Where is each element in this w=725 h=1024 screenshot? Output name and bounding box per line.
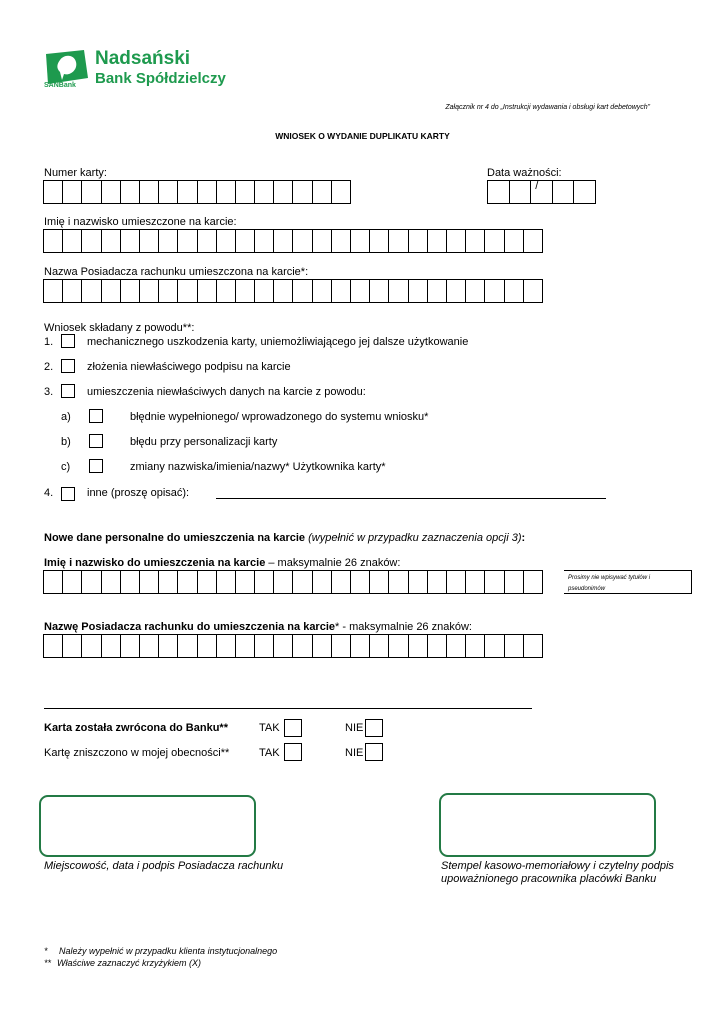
footnote-2-mark: ** xyxy=(44,958,52,968)
char-cell[interactable] xyxy=(351,634,370,658)
char-cell[interactable] xyxy=(82,229,101,253)
annex-note: Załącznik nr 4 do „Instrukcji wydawania i obsługi kart debetowych” xyxy=(445,104,650,111)
char-cell[interactable] xyxy=(44,180,63,204)
char-cell[interactable] xyxy=(63,634,82,658)
reason-3-number: 3. xyxy=(44,386,54,398)
char-cell[interactable] xyxy=(313,279,332,303)
char-cell[interactable] xyxy=(370,570,389,594)
char-cell[interactable] xyxy=(217,229,236,253)
char-cell[interactable] xyxy=(102,229,121,253)
card-returned-yes-label: TAK xyxy=(259,722,280,734)
char-cell[interactable] xyxy=(198,229,217,253)
char-cell[interactable] xyxy=(409,634,428,658)
char-cell[interactable] xyxy=(82,180,101,204)
char-cell[interactable] xyxy=(505,634,524,658)
reason-3a-letter: a) xyxy=(61,411,71,423)
char-cell[interactable] xyxy=(524,634,543,658)
char-cell[interactable] xyxy=(63,229,82,253)
char-cell[interactable] xyxy=(82,634,101,658)
char-cell[interactable] xyxy=(274,229,293,253)
expiry-separator: / xyxy=(535,180,539,192)
char-cell[interactable] xyxy=(313,570,332,594)
char-cell[interactable] xyxy=(121,570,140,594)
expiry-field[interactable] xyxy=(487,180,596,204)
reason-3b-letter: b) xyxy=(61,436,71,448)
char-cell[interactable] xyxy=(178,570,197,594)
card-returned-no-label: NIE xyxy=(345,722,364,734)
char-cell[interactable] xyxy=(102,570,121,594)
char-cell[interactable] xyxy=(447,279,466,303)
card-number-field[interactable] xyxy=(43,180,351,204)
char-cell[interactable] xyxy=(82,570,101,594)
card-destroyed-label: Kartę zniszczono w mojej obecności** xyxy=(44,747,230,759)
reasons-intro: Wniosek składany z powodu**: xyxy=(44,322,195,334)
char-cell[interactable] xyxy=(370,279,389,303)
bank-stamp-caption-2: upoważnionego pracownika placówki Banku xyxy=(441,873,657,885)
char-cell[interactable] xyxy=(466,634,485,658)
char-cell[interactable] xyxy=(159,279,178,303)
char-cell[interactable] xyxy=(505,229,524,253)
char-cell[interactable] xyxy=(140,229,159,253)
char-cell[interactable] xyxy=(332,229,351,253)
char-cell[interactable] xyxy=(102,634,121,658)
char-cell[interactable] xyxy=(524,570,543,594)
holder-field[interactable] xyxy=(43,279,543,303)
reason-3b-text: błędu przy personalizacji karty xyxy=(130,436,278,448)
card-destroyed-yes-checkbox[interactable] xyxy=(284,743,302,761)
bank-short-name: SANBank xyxy=(44,82,76,89)
card-destroyed-no-checkbox[interactable] xyxy=(365,743,383,761)
char-cell[interactable] xyxy=(44,229,63,253)
expiry-label: Data ważności: xyxy=(487,167,562,179)
reason-3c-text: zmiany nazwiska/imienia/nazwy* Użytkownika karty* xyxy=(130,461,386,473)
holder-label: Nazwa Posiadacza rachunku umieszczona na karcie*: xyxy=(44,266,309,278)
char-cell[interactable] xyxy=(255,634,274,658)
char-cell[interactable] xyxy=(409,229,428,253)
char-cell[interactable] xyxy=(332,279,351,303)
char-cell[interactable] xyxy=(236,570,255,594)
char-cell[interactable] xyxy=(159,634,178,658)
account-holder-signature-caption: Miejscowość, data i podpis Posiadacza rachunku xyxy=(44,860,284,872)
reason-3c-letter: c) xyxy=(61,461,71,473)
char-cell[interactable] xyxy=(524,279,543,303)
card-destroyed-yes-label: TAK xyxy=(259,747,280,759)
char-cell[interactable] xyxy=(293,180,312,204)
separator-line xyxy=(44,708,532,709)
new-data-heading: Nowe dane personalne do umieszczenia na karcie (wypełnić w przypadku zaznaczenia opcji 3): xyxy=(44,532,526,544)
reason-2-checkbox[interactable] xyxy=(61,359,75,373)
char-cell[interactable] xyxy=(485,279,504,303)
char-cell[interactable] xyxy=(198,180,217,204)
char-cell[interactable] xyxy=(409,570,428,594)
char-cell[interactable] xyxy=(389,279,408,303)
footnote-1-text: Należy wypełnić w przypadku klienta instytucjonalnego xyxy=(59,946,278,956)
char-cell[interactable] xyxy=(332,570,351,594)
char-cell[interactable] xyxy=(140,279,159,303)
char-cell[interactable] xyxy=(140,634,159,658)
char-cell[interactable] xyxy=(447,634,466,658)
char-cell[interactable] xyxy=(370,634,389,658)
char-cell[interactable] xyxy=(428,570,447,594)
char-cell[interactable] xyxy=(389,229,408,253)
char-cell[interactable] xyxy=(178,229,197,253)
reason-4-input-line[interactable] xyxy=(216,498,606,499)
new-name-label: Imię i nazwisko do umieszczenia na karcie – maksymalnie 26 znaków: xyxy=(44,557,401,569)
new-holder-label: Nazwę Posiadacza rachunku do umieszczenia na karcie* - maksymalnie 26 znaków: xyxy=(44,621,472,633)
char-cell[interactable] xyxy=(217,570,236,594)
char-cell[interactable] xyxy=(63,279,82,303)
char-cell[interactable] xyxy=(274,634,293,658)
reason-4-number: 4. xyxy=(44,487,54,499)
char-cell[interactable] xyxy=(44,570,63,594)
reason-3a-checkbox[interactable] xyxy=(89,409,103,423)
char-cell[interactable] xyxy=(121,180,140,204)
char-cell[interactable] xyxy=(255,279,274,303)
char-cell[interactable] xyxy=(178,180,197,204)
char-cell[interactable] xyxy=(255,180,274,204)
char-cell[interactable] xyxy=(409,279,428,303)
char-cell[interactable] xyxy=(178,634,197,658)
char-cell[interactable] xyxy=(102,180,121,204)
page-title: WNIOSEK O WYDANIE DUPLIKATU KARTY xyxy=(275,131,450,141)
card-destroyed-no-label: NIE xyxy=(345,747,364,759)
char-cell[interactable] xyxy=(524,229,543,253)
account-holder-signature-box[interactable] xyxy=(39,795,256,857)
reason-3b-checkbox[interactable] xyxy=(89,434,103,448)
char-cell[interactable] xyxy=(121,279,140,303)
char-cell[interactable] xyxy=(217,634,236,658)
card-number-label: Numer karty: xyxy=(44,167,107,179)
char-cell[interactable] xyxy=(389,634,408,658)
bank-stamp-caption-1: Stempel kasowo-memoriałowy i czytelny podpis xyxy=(441,860,674,872)
char-cell[interactable] xyxy=(293,279,312,303)
card-returned-label: Karta została zwrócona do Banku** xyxy=(44,722,228,734)
char-cell[interactable] xyxy=(82,279,101,303)
char-cell[interactable] xyxy=(485,634,504,658)
char-cell[interactable] xyxy=(505,279,524,303)
char-cell[interactable] xyxy=(466,279,485,303)
char-cell[interactable] xyxy=(236,229,255,253)
char-cell[interactable] xyxy=(140,180,159,204)
reason-3a-text: błędnie wypełnionego/ wprowadzonego do systemu wniosku* xyxy=(130,411,429,423)
char-cell[interactable] xyxy=(121,229,140,253)
bank-stamp-box[interactable] xyxy=(439,793,656,857)
char-cell[interactable] xyxy=(44,279,63,303)
char-cell[interactable] xyxy=(351,570,370,594)
char-cell[interactable] xyxy=(236,279,255,303)
char-cell[interactable] xyxy=(313,634,332,658)
reason-2-text: złożenia niewłaściwego podpisu na karcie xyxy=(87,361,291,373)
char-cell[interactable] xyxy=(198,279,217,303)
char-cell[interactable] xyxy=(159,229,178,253)
char-cell[interactable] xyxy=(466,229,485,253)
reason-3-checkbox[interactable] xyxy=(61,384,75,398)
char-cell[interactable] xyxy=(447,570,466,594)
char-cell[interactable] xyxy=(63,180,82,204)
char-cell[interactable] xyxy=(466,570,485,594)
new-name-note: Prosimy nie wpisywać tytułów i pseudonimów xyxy=(564,570,692,594)
char-cell[interactable] xyxy=(428,229,447,253)
char-cell[interactable] xyxy=(255,229,274,253)
char-cell[interactable] xyxy=(313,180,332,204)
name-label: Imię i nazwisko umieszczone na karcie: xyxy=(44,216,237,228)
char-cell[interactable] xyxy=(63,570,82,594)
char-cell[interactable] xyxy=(428,634,447,658)
char-cell[interactable] xyxy=(370,229,389,253)
reason-2-number: 2. xyxy=(44,361,54,373)
char-cell[interactable] xyxy=(102,279,121,303)
char-cell[interactable] xyxy=(178,279,197,303)
bank-name-line1: Nadsański xyxy=(95,48,191,69)
char-cell[interactable] xyxy=(332,180,351,204)
char-cell[interactable] xyxy=(505,570,524,594)
char-cell[interactable] xyxy=(198,634,217,658)
char-cell[interactable] xyxy=(274,279,293,303)
char-cell[interactable] xyxy=(255,570,274,594)
char-cell[interactable] xyxy=(293,229,312,253)
reason-4-text: inne (proszę opisać): xyxy=(87,487,190,499)
reason-1-number: 1. xyxy=(44,336,54,348)
char-cell[interactable] xyxy=(121,634,140,658)
footnote-2-text: Właściwe zaznaczyć krzyżykiem (X) xyxy=(57,958,202,968)
char-cell[interactable] xyxy=(140,570,159,594)
name-field[interactable] xyxy=(43,229,543,253)
char-cell[interactable] xyxy=(198,570,217,594)
char-cell[interactable] xyxy=(274,570,293,594)
char-cell[interactable] xyxy=(313,229,332,253)
new-holder-field[interactable] xyxy=(43,634,543,658)
card-returned-yes-checkbox[interactable] xyxy=(284,719,302,737)
char-cell[interactable] xyxy=(351,229,370,253)
reason-1-checkbox[interactable] xyxy=(61,334,75,348)
char-cell[interactable] xyxy=(44,634,63,658)
char-cell[interactable] xyxy=(293,570,312,594)
reason-3-text: umieszczenia niewłaściwych danych na karcie z powodu: xyxy=(87,386,366,398)
char-cell[interactable] xyxy=(351,279,370,303)
char-cell[interactable] xyxy=(236,634,255,658)
char-cell[interactable] xyxy=(332,634,351,658)
char-cell[interactable] xyxy=(293,634,312,658)
char-cell[interactable] xyxy=(485,570,504,594)
char-cell[interactable] xyxy=(274,180,293,204)
reason-1-text: mechanicznego uszkodzenia karty, uniemożliwiającego jej dalsze użytkowanie xyxy=(87,336,469,348)
new-name-field[interactable] xyxy=(43,570,543,594)
card-returned-no-checkbox[interactable] xyxy=(365,719,383,737)
char-cell[interactable] xyxy=(389,570,408,594)
reason-3c-checkbox[interactable] xyxy=(89,459,103,473)
char-cell[interactable] xyxy=(236,180,255,204)
char-cell[interactable] xyxy=(159,570,178,594)
char-cell[interactable] xyxy=(485,229,504,253)
char-cell[interactable] xyxy=(428,279,447,303)
char-cell[interactable] xyxy=(159,180,178,204)
char-cell[interactable] xyxy=(447,229,466,253)
bank-name-line2: Bank Spółdzielczy xyxy=(95,70,226,87)
reason-4-checkbox[interactable] xyxy=(61,487,75,501)
char-cell[interactable] xyxy=(217,180,236,204)
footnote-1-mark: * xyxy=(44,946,48,956)
char-cell[interactable] xyxy=(217,279,236,303)
